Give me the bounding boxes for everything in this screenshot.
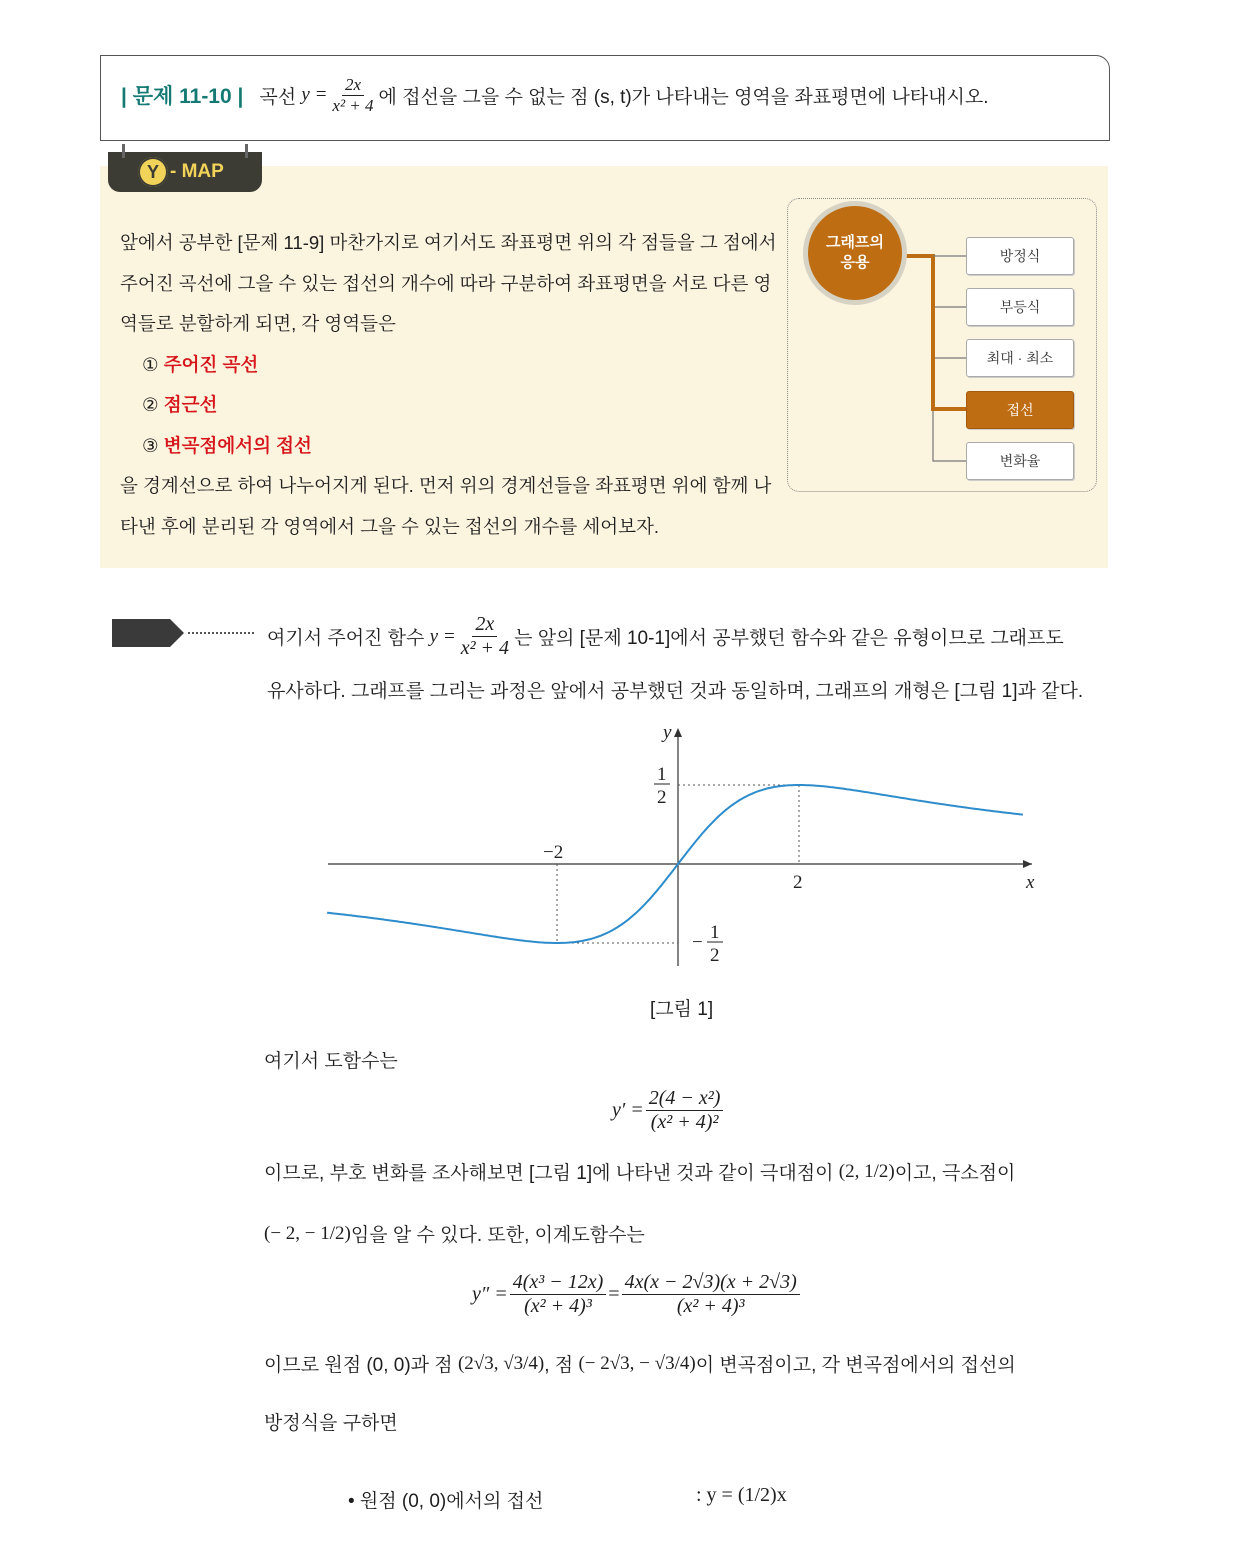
x-axis-label: x [1026,872,1035,893]
tangent-bullet-label: • 원점 (0, 0)에서의 접선 [348,1491,544,1512]
sol-text: 여기서 주어진 함수 [267,628,425,649]
figure-caption: [그림 1] [650,999,714,1020]
solution-leader-dots [188,632,254,634]
second-frac-2 [622,1272,800,1317]
tick-label-y-neg-half-sign: − [692,932,703,953]
problem-text-prefix: 곡선 [259,86,297,108]
x-axis-arrow [1023,860,1032,868]
concept-node-maxmin: 최대 · 최소 [966,339,1074,377]
item-text: 점근선 [163,394,218,415]
tick-label-y-neg-half-num: 1 [710,922,720,943]
sol-text: 임을 알 수 있다. 또한, 이계도함수는 [350,1225,645,1246]
concept-node-equation: 방정식 [966,237,1074,275]
solution-badge-shape [112,619,184,647]
second-derivative-equation [472,1272,802,1317]
second-frac-1 [510,1272,607,1317]
problem-eq-lhs: y = [301,84,328,106]
ymap-line: 역들로 분할하게 되면, 각 영역들은 [120,313,396,334]
inflection-point-2: (− 2√3, − √3/4) [578,1352,696,1374]
concept-node-rate: 변화율 [966,442,1074,480]
sol-text: 이 변곡점이고, 각 변곡점에서의 접선의 [695,1355,1016,1376]
second-den2: (x² + 4)³ [676,1295,745,1317]
solution-line-3: 여기서 도함수는 [264,1051,398,1072]
solution-line-2: 유사하다. 그래프를 그리는 과정은 앞에서 공부했던 것과 동일하며, 그래프의 개형은 [그림 1]과 같다. [267,681,1084,702]
second-den1: (x² + 4)³ [524,1295,592,1317]
derivative-equation [612,1088,725,1133]
y-axis-arrow [674,728,682,737]
item-text: 주어진 곡선 [163,353,259,375]
ymap-line: 을 경계선으로 하여 나누어지게 된다. 먼저 위의 경계선들을 좌표평면 위에 함께 나 [120,475,772,496]
solution-line-4 [264,1158,1015,1185]
problem-label: | 문제 11-10 | [121,85,244,109]
ymap-title: - MAP [170,161,224,182]
problem-text-suffix: 에 접선을 그을 수 없는 점 (s, t)가 나타내는 영역을 좌표평면에 나타내시오. [378,86,989,108]
item-number: ① [142,353,159,375]
item-number: ③ [142,434,159,456]
inflection-point-1: (2√3, √3/4) [457,1352,545,1374]
tick-label-x-neg2: −2 [543,842,564,863]
second-lhs: y″ = [472,1283,508,1305]
solution-line-6 [264,1350,1016,1377]
solution-line-7: 방정식을 구하면 [264,1413,398,1434]
item-number: ② [142,394,159,415]
tick-label-y-neg-half-den: 2 [710,945,720,966]
ymap-line: 주어진 곡선에 그을 수 있는 접선의 개수에 따라 구분하여 좌표평면을 서로 다른 영 [120,272,772,294]
sol-fraction [458,614,512,659]
function-graph [320,720,1040,980]
tick-label-y-half-num: 1 [657,764,667,785]
local-min-point: (− 2, − 1/2) [264,1222,351,1244]
ymap-logo-icon: Y [138,157,168,187]
problem-eq-den: x² + 4 [332,95,374,115]
ymap-line: 앞에서 공부한 [문제 11-9] 마찬가지로 여기서도 좌표평면 위의 각 점들을 그 점에서 [120,232,777,253]
sol-frac-num: 2x [472,614,497,637]
tick-label-y-half-den: 2 [657,787,667,808]
second-eq-sign: = [608,1283,620,1305]
root-label-line2: 응용 [840,254,870,271]
sol-text: 이므로 원점 (0, 0)과 점 [264,1355,453,1376]
sol-text: 이므로, 부호 변화를 조사해보면 [그림 1]에 나타낸 것과 같이 극대점이 [264,1163,834,1184]
second-num1: 4(x³ − 12x) [510,1272,607,1295]
sol-text: 이고, 극소점이 [894,1163,1016,1184]
sol-frac-den: x² + 4 [460,637,510,659]
sol-text: 는 앞의 [문제 10-1]에서 공부했던 함수와 같은 유형이므로 그래프도 [514,628,1064,649]
concept-node-tangent: 접선 [966,391,1074,429]
solution-line-1 [267,614,1064,659]
local-max-point: (2, 1/2) [838,1160,895,1182]
item-text: 변곡점에서의 접선 [163,434,312,456]
solution-line-5 [264,1220,645,1247]
tick-label-x-2: 2 [793,872,803,893]
solution-badge: 해설 [12,8,43,25]
y-axis-label: y [663,722,672,743]
deriv-fraction [646,1088,724,1133]
deriv-lhs: y′ = [612,1099,644,1121]
sol-eq-lhs: y = [429,625,456,647]
ymap-line: 타낸 후에 분리된 각 영역에서 그을 수 있는 접선의 개수를 세어보자. [120,515,660,537]
second-num2: 4x(x − 2√3)(x + 2√3) [622,1272,800,1295]
problem-eq-num: 2x [342,76,364,96]
concept-map-root [808,206,902,300]
root-label-line1: 그래프의 [826,234,884,251]
tangent-bullet-equation: : y = (1/2)x [696,1484,787,1506]
concept-node-inequality: 부등식 [966,288,1074,326]
deriv-num: 2(4 − x²) [646,1088,724,1111]
deriv-den: (x² + 4)² [650,1111,719,1133]
sol-text: , 점 [544,1355,574,1376]
